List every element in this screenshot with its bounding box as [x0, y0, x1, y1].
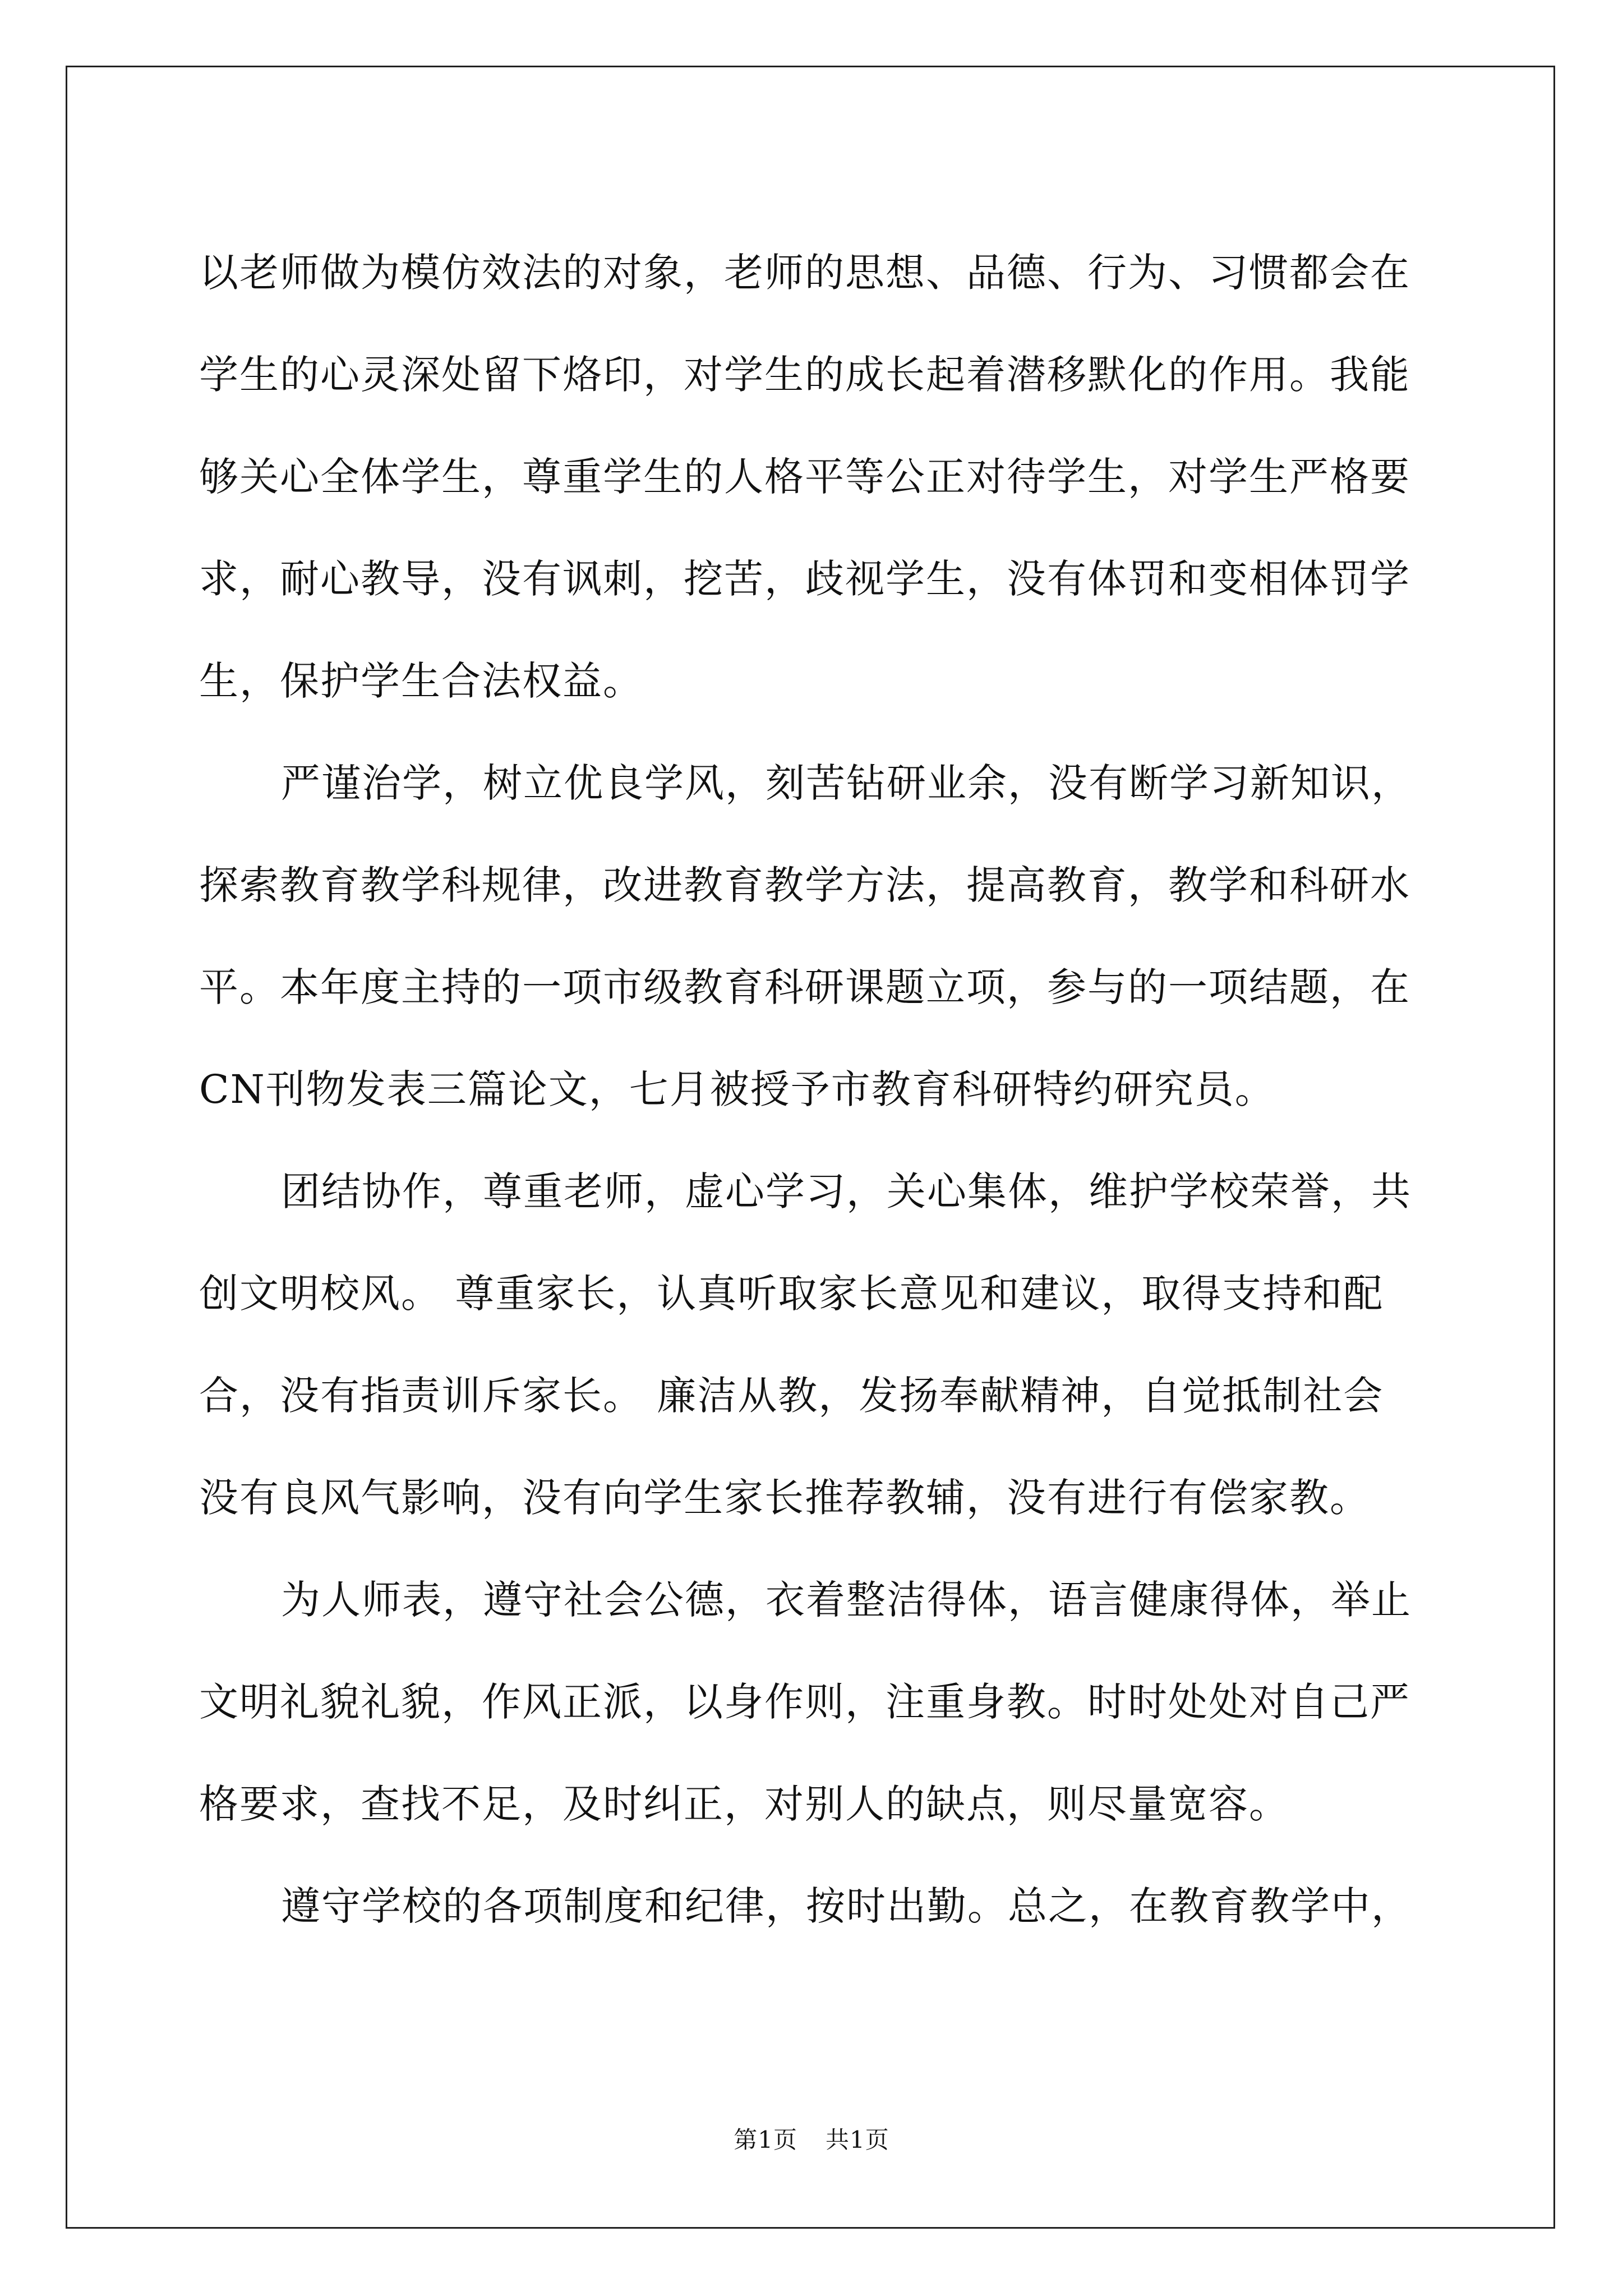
text-line: 创文明校风。 尊重家长，认真听取家长意见和建议，取得支持和配	[199, 1271, 1384, 1317]
text-line: 够关心全体学生，尊重学生的人格平等公正对待学生，对学生严格要	[199, 454, 1410, 500]
text-line: 平。本年度主持的一项市级教育科研课题立项，参与的一项结题，在	[199, 964, 1410, 1010]
page-total: 共1页	[826, 2126, 889, 2154]
text-line: 生，保护学生合法权益。	[199, 658, 643, 704]
text-line: 为人师表，遵守社会公德，衣着整洁得体，语言健康得体，举止	[281, 1577, 1412, 1623]
text-line: 探索教育教学科规律，改进教育教学方法，提高教育，教学和科研水	[199, 862, 1410, 908]
text-line: 以老师做为模仿效法的对象，老师的思想、品德、行为、习惯都会在	[199, 250, 1410, 296]
text-line: 学生的心灵深处留下烙印，对学生的成长起着潜移默化的作用。我能	[199, 352, 1410, 398]
page-footer	[0, 2126, 1623, 2154]
text-line: 格要求，查找不足，及时纠正，对别人的缺点，则尽量宽容。	[199, 1781, 1289, 1827]
page-number: 第1页	[734, 2126, 797, 2154]
text-line: 团结协作，尊重老师，虚心学习，关心集体，维护学校荣誉，共	[281, 1168, 1412, 1214]
text-line: 文明礼貌礼貌，作风正派，以身作则，注重身教。时时处处对自己严	[199, 1679, 1410, 1725]
text-line: CN刊物发表三篇论文，七月被授予市教育科研特约研究员。	[199, 1066, 1275, 1112]
document-body	[199, 222, 1433, 1957]
text-line: 没有良风气影响，没有向学生家长推荐教辅，没有进行有偿家教。	[199, 1475, 1370, 1521]
text-line: 严谨治学，树立优良学风，刻苦钻研业余，没有断学习新知识，	[281, 760, 1412, 806]
text-line: 求，耐心教导，没有讽刺，挖苦，歧视学生，没有体罚和变相体罚学	[199, 556, 1410, 602]
text-line: 合，没有指责训斥家长。 廉洁从教，发扬奉献精神，自觉抵制社会	[199, 1373, 1384, 1419]
text-line: 遵守学校的各项制度和纪律，按时出勤。总之，在教育教学中，	[281, 1883, 1412, 1929]
